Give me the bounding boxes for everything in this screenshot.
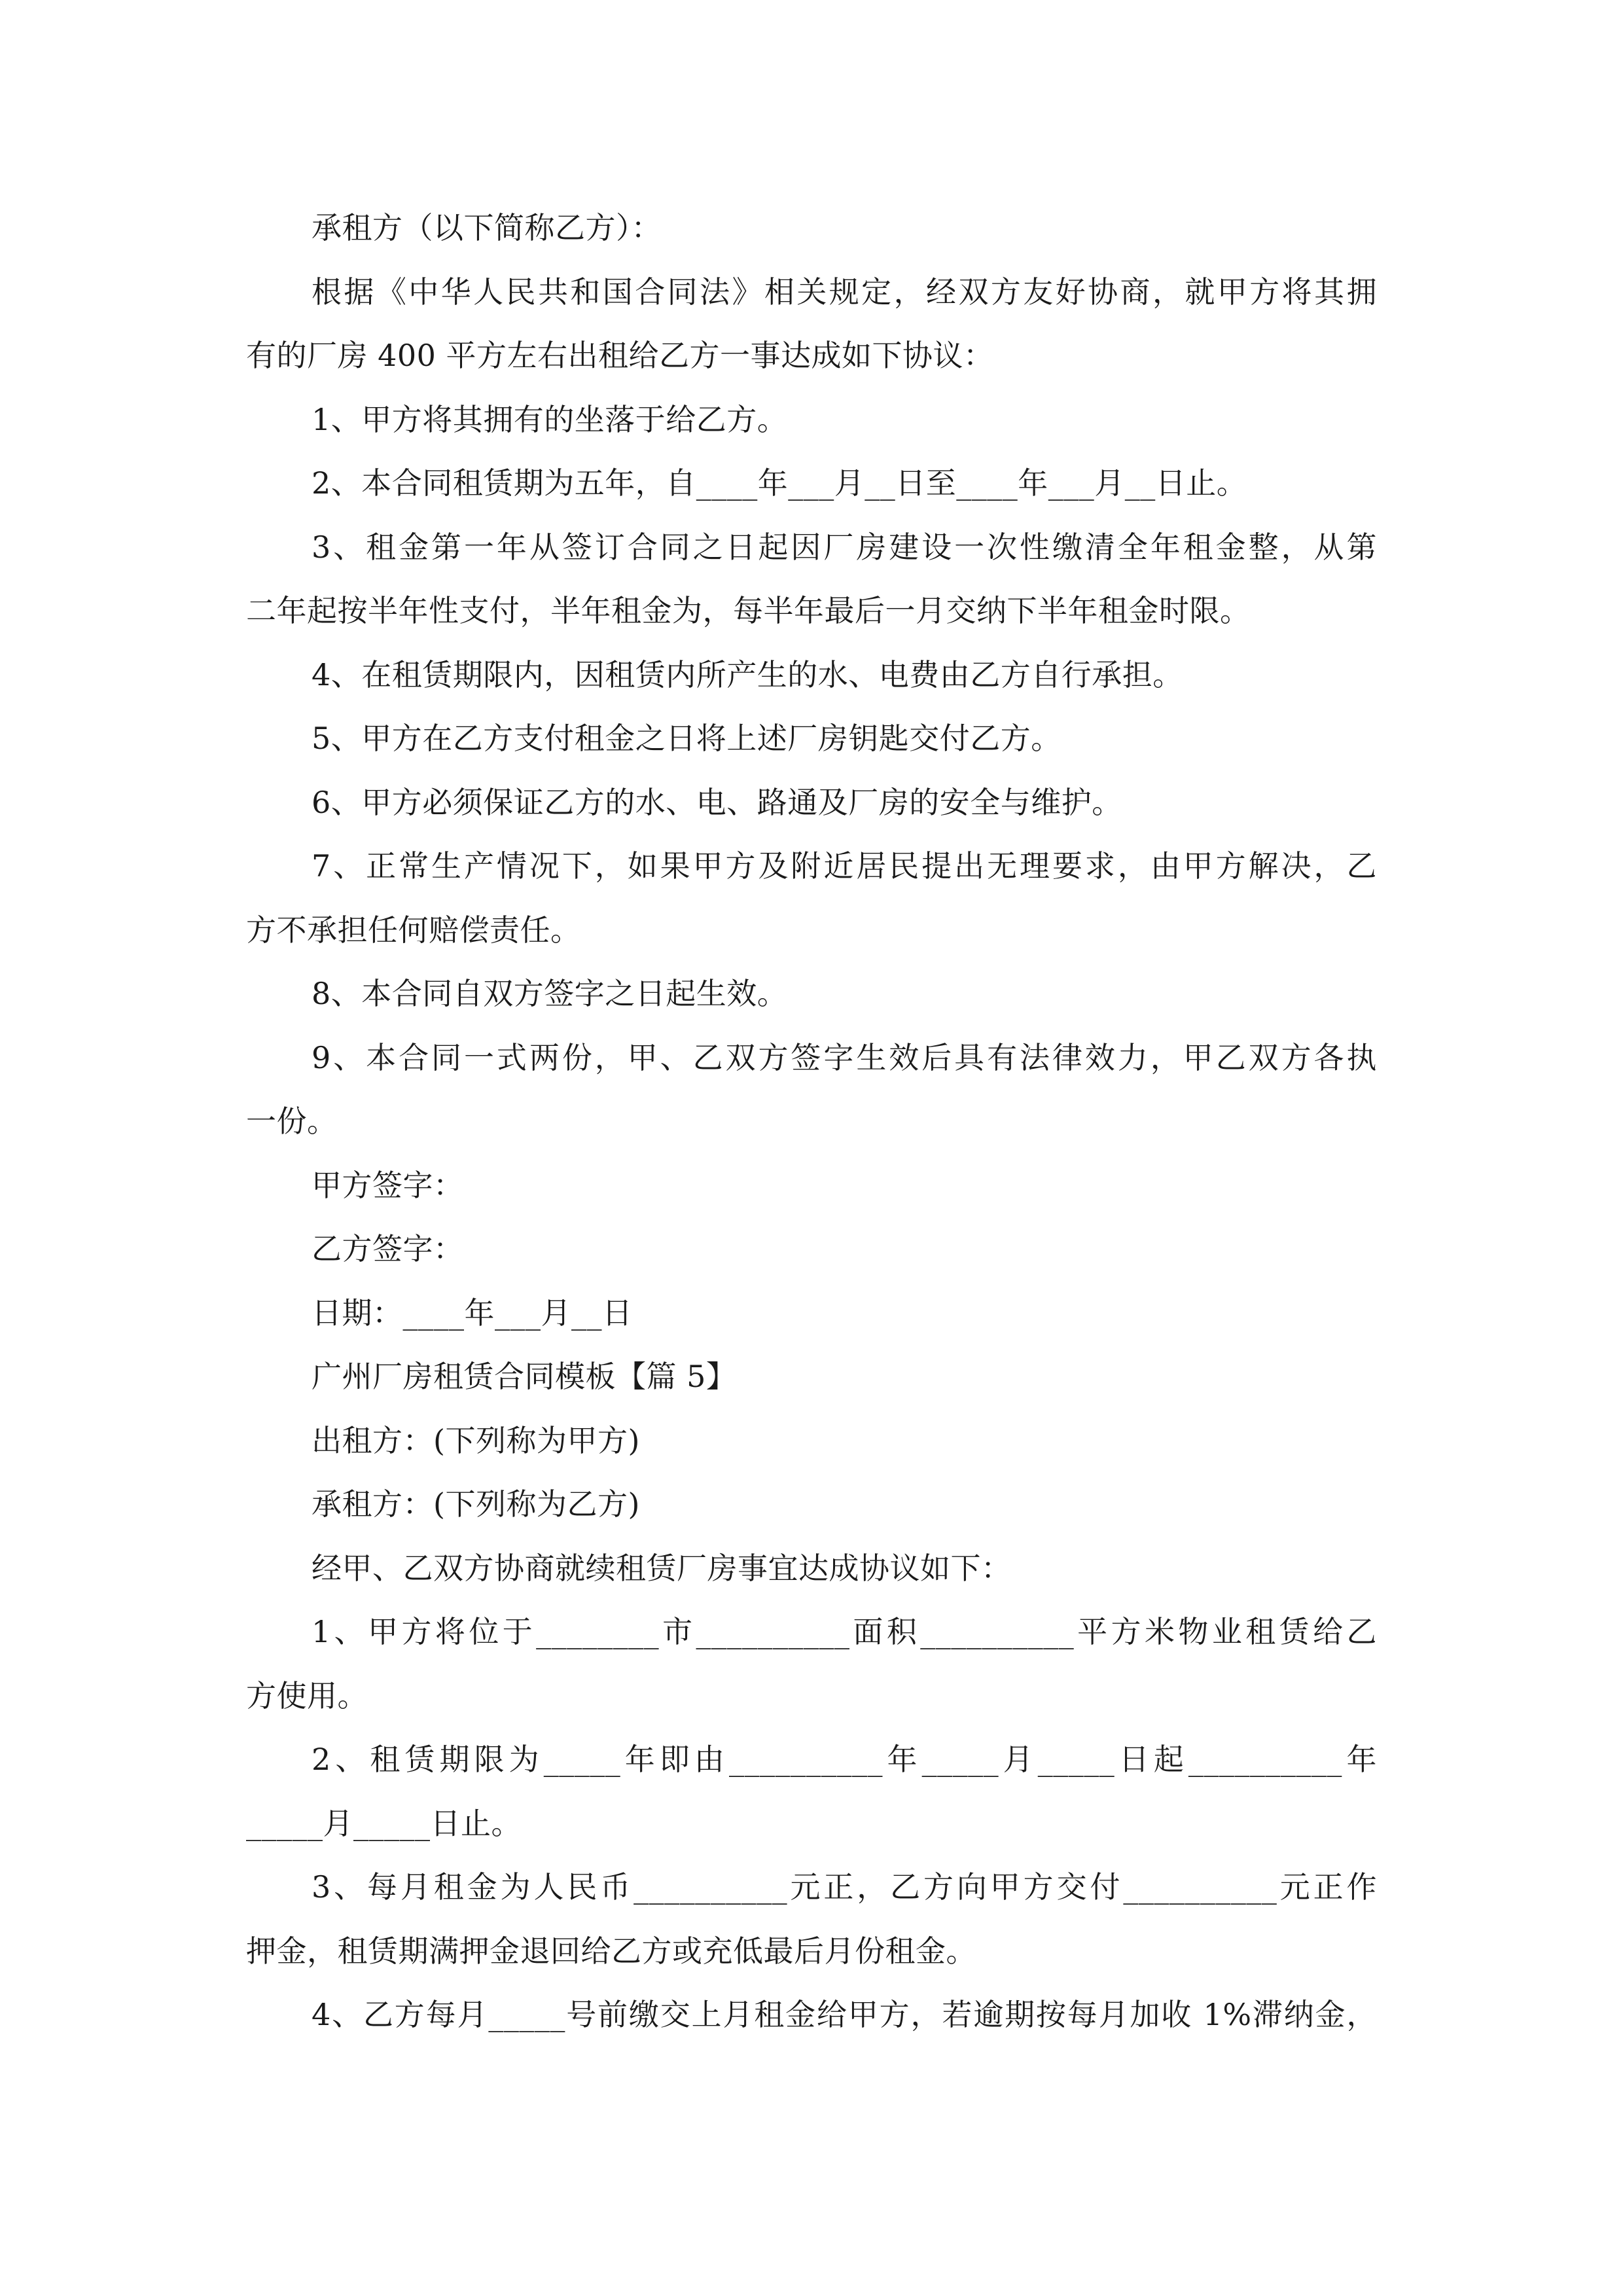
text-line: 承租方：(下列称为乙方) xyxy=(312,1486,640,1522)
text-line: 3、租金第一年从签订合同之日起因厂房建设一次性缴清全年租金整，从第 xyxy=(312,529,1377,565)
text-line: 一份。 xyxy=(246,1103,338,1139)
text-line: 方不承担任何赔偿责任。 xyxy=(246,912,581,948)
text-line: 4、乙方每月_____号前缴交上月租金给甲方，若逾期按每月加收 1%滞纳金， xyxy=(312,1997,1377,2032)
text-line: 有的厂房 400 平方左右出租给乙方一事达成如下协议： xyxy=(246,338,994,373)
text-line: 乙方签字： xyxy=(312,1231,464,1266)
text-line: 2、本合同租赁期为五年，自____年___月__日至____年___月__日止。 xyxy=(312,465,1247,501)
text-line: 8、本合同自双方签字之日起生效。 xyxy=(312,976,788,1011)
document-body xyxy=(246,196,1377,2047)
text-line: 4、在租赁期限内，因租赁内所产生的水、电费由乙方自行承担。 xyxy=(312,656,1183,692)
text-line: 3、每月租金为人民币__________元正，乙方向甲方交付__________元正作 xyxy=(312,1869,1377,1905)
text-line: 1、甲方将位于________市__________面积__________平方米物业租赁给乙 xyxy=(312,1614,1377,1649)
text-line: 7、正常生产情况下，如果甲方及附近居民提出无理要求，由甲方解决，乙 xyxy=(312,848,1377,884)
text-line: 日期：____年___月__日 xyxy=(312,1295,633,1331)
text-line: 2、租赁期限为_____年即由__________年_____月_____日起__________年 xyxy=(312,1742,1377,1777)
text-line: 根据《中华人民共和国合同法》相关规定，经双方友好协商，就甲方将其拥 xyxy=(312,274,1377,310)
text-line: 二年起按半年性支付，半年租金为，每半年最后一月交纳下半年租金时限。 xyxy=(246,593,1251,628)
text-line: _____月_____日止。 xyxy=(246,1805,522,1841)
text-line: 押金，租赁期满押金退回给乙方或充低最后月份租金。 xyxy=(246,1933,976,1969)
text-line: 广州厂房租赁合同模板【篇 5】 xyxy=(312,1359,737,1394)
text-line: 甲方签字： xyxy=(312,1167,464,1203)
text-line: 5、甲方在乙方支付租金之日将上述厂房钥匙交付乙方。 xyxy=(312,721,1061,756)
text-line: 出租方：(下列称为甲方) xyxy=(312,1422,640,1458)
text-line: 1、甲方将其拥有的坐落于给乙方。 xyxy=(312,401,788,437)
text-line: 方使用。 xyxy=(246,1677,368,1713)
text-line: 经甲、乙双方协商就续租赁厂房事宜达成协议如下： xyxy=(312,1550,1012,1586)
text-line: 9、本合同一式两份，甲、乙双方签字生效后具有法律效力，甲乙双方各执 xyxy=(312,1039,1377,1075)
text-line: 承租方（以下简称乙方）： xyxy=(312,210,662,245)
text-line: 6、甲方必须保证乙方的水、电、路通及厂房的安全与维护。 xyxy=(312,784,1122,820)
